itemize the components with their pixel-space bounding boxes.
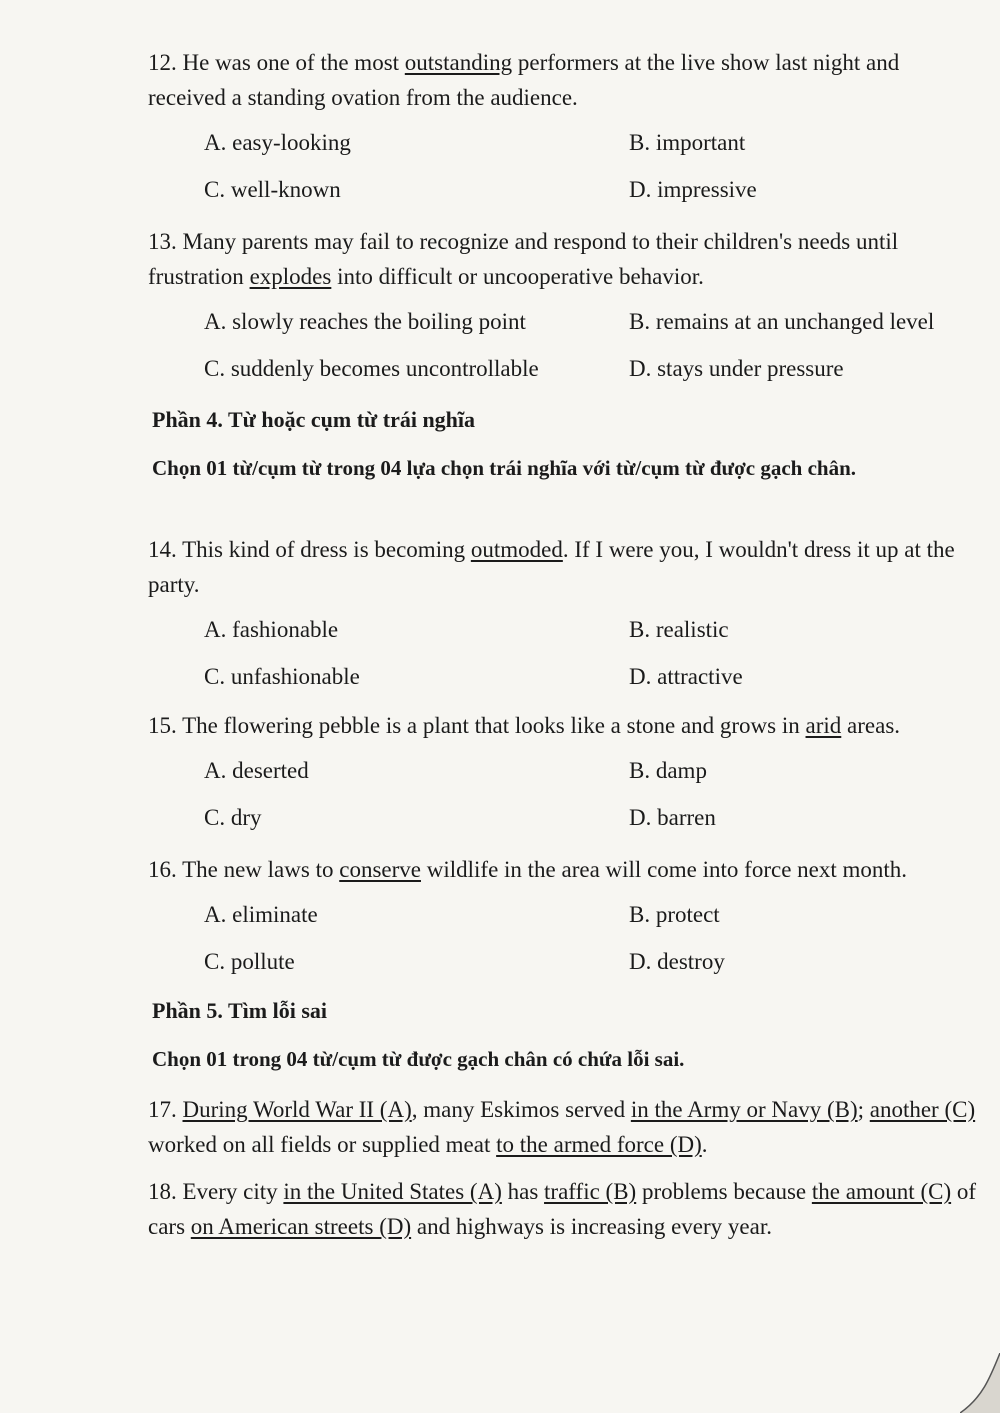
option-d[interactable]: D. destroy (629, 949, 725, 974)
option-c[interactable]: C. well-known (204, 177, 341, 202)
option-c[interactable]: C. unfashionable (204, 664, 360, 689)
question-stem: 13. Many parents may fail to recognize and respond to their children's needs until frustration explodes into difficult or uncooperative behavior. (148, 229, 899, 289)
question-16 (148, 852, 978, 979)
question-14 (148, 532, 978, 694)
underlined-word: outmoded (470, 537, 563, 562)
section-heading: Phần 4. Từ hoặc cụm từ trái nghĩa (152, 407, 476, 432)
question-stem: 18. Every city in the United States (A) has traffic (B) problems because the amount (C) of cars on American streets (D) and highways is increasing every year. (148, 1179, 977, 1239)
answer-options (148, 753, 978, 835)
question-17 (148, 1092, 978, 1162)
underlined-part-d[interactable]: to the armed force (D) (496, 1132, 702, 1157)
question-number: 13. (148, 229, 177, 254)
question-number: 14. (148, 537, 177, 562)
underlined-part-a[interactable]: During World War II (A) (182, 1097, 412, 1122)
option-a[interactable]: A. easy-looking (204, 130, 351, 155)
question-number: 17. (148, 1097, 177, 1122)
option-c[interactable]: C. suddenly becomes uncontrollable (204, 356, 539, 381)
option-b[interactable]: B. damp (629, 758, 707, 783)
question-stem: 12. He was one of the most outstanding performers at the live show last night and received a standing ovation from the audience. (148, 50, 900, 110)
underlined-part-c[interactable]: another (C) (869, 1097, 976, 1122)
option-d[interactable]: D. barren (629, 805, 716, 830)
option-a[interactable]: A. deserted (204, 758, 309, 783)
option-b[interactable]: B. remains at an unchanged level (629, 309, 935, 334)
underlined-word: explodes (249, 264, 332, 289)
option-b[interactable]: B. protect (629, 902, 720, 927)
question-15 (148, 708, 978, 835)
answer-options (148, 897, 978, 979)
underlined-part-a[interactable]: in the United States (A) (283, 1179, 502, 1204)
option-a[interactable]: A. slowly reaches the boiling point (204, 309, 526, 334)
option-b[interactable]: B. important (629, 130, 746, 155)
underlined-part-b[interactable]: traffic (B) (544, 1179, 637, 1204)
underlined-part-b[interactable]: in the Army or Navy (B) (630, 1097, 858, 1122)
option-a[interactable]: A. fashionable (204, 617, 339, 642)
answer-options (148, 125, 978, 207)
option-c[interactable]: C. dry (204, 805, 262, 830)
question-12 (148, 45, 978, 207)
question-number: 12. (148, 50, 177, 75)
section-heading: Phần 5. Tìm lỗi sai (152, 998, 328, 1023)
question-number: 16. (148, 857, 177, 882)
underlined-word: conserve (339, 857, 421, 882)
underlined-word: outstanding (404, 50, 513, 75)
option-b[interactable]: B. realistic (629, 617, 729, 642)
option-d[interactable]: D. attractive (629, 664, 743, 689)
question-stem: 15. The flowering pebble is a plant that looks like a stone and grows in arid areas. (148, 713, 901, 738)
page-curl-corner (960, 1353, 1000, 1413)
question-13 (148, 224, 978, 386)
option-a[interactable]: A. eliminate (204, 902, 318, 927)
underlined-part-c[interactable]: the amount (C) (811, 1179, 952, 1204)
question-18 (148, 1174, 978, 1244)
section-instruction: Chọn 01 trong 04 từ/cụm từ được gạch chân có chứa lỗi sai. (152, 1047, 685, 1071)
question-number: 15. (148, 713, 177, 738)
option-c[interactable]: C. pollute (204, 949, 295, 974)
answer-options (148, 304, 978, 386)
question-stem: 16. The new laws to conserve wildlife in the area will come into force next month. (148, 857, 908, 882)
option-d[interactable]: D. impressive (629, 177, 757, 202)
underlined-part-d[interactable]: on American streets (D) (190, 1214, 412, 1239)
answer-options (148, 612, 978, 694)
question-number: 18. (148, 1179, 177, 1204)
underlined-word: arid (805, 713, 842, 738)
question-stem: 17. During World War II (A), many Eskimos served in the Army or Navy (B); another (C) worked on all fields or supplied meat to the armed force (D). (148, 1097, 976, 1157)
option-d[interactable]: D. stays under pressure (629, 356, 844, 381)
section-instruction: Chọn 01 từ/cụm từ trong 04 lựa chọn trái nghĩa với từ/cụm từ được gạch chân. (152, 456, 857, 480)
question-stem: 14. This kind of dress is becoming outmoded. If I were you, I wouldn't dress it up at the party. (148, 537, 955, 597)
